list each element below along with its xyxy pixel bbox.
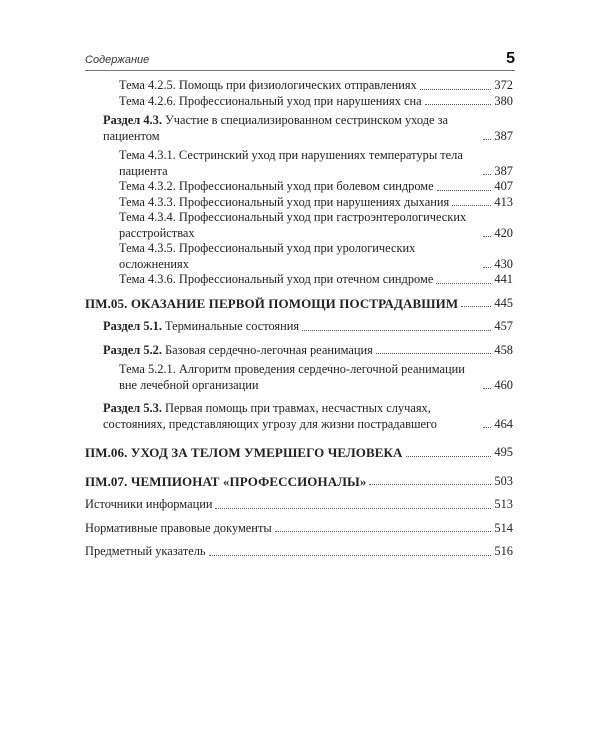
toc-entry-section-5-3[interactable] <box>103 401 513 432</box>
toc-entry-module-06[interactable] <box>85 445 513 461</box>
toc-entry-page: 387 <box>494 128 513 143</box>
table-of-contents <box>85 78 513 560</box>
dot-leader <box>483 427 491 428</box>
toc-entry-page: 516 <box>494 544 513 558</box>
toc-entry-section-4-3[interactable] <box>103 113 513 144</box>
toc-entry-label: Тема 5.2.1. Алгоритм проведения сердечно-легочной реанимации вне лечебной организации <box>119 362 465 392</box>
toc-entry-page: 445 <box>494 295 513 310</box>
toc-entry-topic-4-3-5[interactable] <box>119 241 513 272</box>
toc-entry-label <box>103 319 299 335</box>
toc-entry-page: 458 <box>494 342 513 357</box>
toc-entry-page: 495 <box>494 445 513 459</box>
toc-entry-topic-4-3-2[interactable] <box>119 179 513 195</box>
toc-entry-label: ПМ.05. ОКАЗАНИЕ ПЕРВОЙ ПОМОЩИ ПОСТРАДАВШИМ <box>85 295 459 311</box>
dot-leader <box>420 89 492 90</box>
toc-entry-label <box>103 401 480 432</box>
toc-entry-page: 413 <box>494 194 513 209</box>
dot-leader <box>215 508 491 509</box>
toc-entry-label: Тема 4.3.4. Профессиональный уход при гастроэнтерологических расстройствах <box>119 210 467 240</box>
toc-entry-topic-4-3-1[interactable] <box>119 148 513 179</box>
toc-entry-label: Тема 4.2.6. Профессиональный уход при нарушениях сна <box>119 93 422 108</box>
toc-entry-page: 441 <box>494 272 513 286</box>
dot-leader <box>452 205 491 206</box>
toc-entry-page: 372 <box>494 78 513 92</box>
dot-leader <box>437 190 492 191</box>
toc-entry-section-5-1[interactable] <box>103 319 513 335</box>
toc-entry-module-07[interactable] <box>85 474 513 490</box>
section-title: Терминальные состояния <box>161 319 300 333</box>
dot-leader <box>425 104 492 105</box>
section-title: Участие в специализированном сестринском уходе за пациентом <box>103 113 449 143</box>
toc-entry-label: Тема 4.3.2. Профессиональный уход при болевом синдроме <box>119 179 434 193</box>
dot-leader <box>209 555 492 556</box>
toc-entry-topic-5-2-1[interactable] <box>119 362 513 393</box>
toc-entry-label <box>103 113 480 144</box>
section-title: Первая помощь при травмах, несчастных случаях, состояниях, представляющих угрозу для жизни пострадавшего <box>103 401 437 431</box>
toc-entry-label: ПМ.07. ЧЕМПИОНАТ «ПРОФЕССИОНАЛЫ» <box>85 473 367 489</box>
toc-entry-topic-4-2-5[interactable] <box>119 78 513 94</box>
section-number: Раздел 5.3. <box>103 401 162 415</box>
toc-entry-label: Тема 4.3.6. Профессиональный уход при отечном синдроме <box>119 272 434 286</box>
dot-leader <box>302 330 491 331</box>
toc-entry-module-05[interactable] <box>85 296 513 312</box>
running-header-title: Содержание <box>85 54 150 66</box>
toc-entry-label: Тема 4.3.5. Профессиональный уход при урологических осложнениях <box>119 241 416 271</box>
toc-entry-page: 513 <box>494 497 513 511</box>
toc-entry-page: 430 <box>494 256 513 271</box>
dot-leader <box>436 283 491 284</box>
dot-leader <box>483 236 491 237</box>
toc-entry-label: ПМ.06. УХОД ЗА ТЕЛОМ УМЕРШЕГО ЧЕЛОВЕКА <box>85 445 403 460</box>
toc-entry-topic-4-3-3[interactable] <box>119 195 513 211</box>
dot-leader <box>275 531 492 532</box>
section-number: Раздел 4.3. <box>103 113 162 127</box>
dot-leader <box>483 174 491 175</box>
dot-leader <box>461 306 491 307</box>
page-number: 5 <box>506 50 515 67</box>
toc-entry-subject-index[interactable] <box>85 544 513 560</box>
toc-entry-page: 380 <box>494 93 513 108</box>
toc-entry-section-5-2[interactable] <box>103 343 513 359</box>
dot-leader <box>369 484 491 485</box>
section-number: Раздел 5.1. <box>103 319 162 333</box>
section-title: Базовая сердечно-легочная реанимация <box>161 342 373 357</box>
toc-entry-label: Предметный указатель <box>85 544 206 558</box>
toc-entry-page: 387 <box>494 163 513 178</box>
toc-entry-label: Тема 4.3.3. Профессиональный уход при нарушениях дыхания <box>119 194 450 209</box>
toc-entry-label: Нормативные правовые документы <box>85 520 272 535</box>
dot-leader <box>483 139 491 140</box>
running-header <box>85 50 515 70</box>
toc-entry-normative-documents[interactable] <box>85 521 513 537</box>
toc-entry-page: 457 <box>494 319 513 333</box>
header-divider <box>85 70 515 71</box>
section-number: Раздел 5.2. <box>103 342 162 357</box>
toc-entry-page: 420 <box>494 225 513 240</box>
toc-entry-sources[interactable] <box>85 497 513 513</box>
toc-entry-page: 407 <box>494 179 513 193</box>
toc-entry-page: 503 <box>494 473 513 488</box>
toc-entry-label <box>103 343 373 359</box>
toc-entry-page: 460 <box>494 377 513 392</box>
toc-entry-label: Тема 4.2.5. Помощь при физиологических отправлениях <box>119 78 417 92</box>
toc-entry-topic-4-2-6[interactable] <box>119 94 513 110</box>
dot-leader <box>483 388 491 389</box>
toc-entry-label: Тема 4.3.1. Сестринский уход при нарушениях температуры тела пациента <box>119 148 463 178</box>
toc-entry-topic-4-3-6[interactable] <box>119 272 513 288</box>
toc-entry-page: 464 <box>494 416 513 431</box>
toc-entry-page: 514 <box>494 520 513 535</box>
dot-leader <box>376 353 492 354</box>
dot-leader <box>483 267 491 268</box>
dot-leader <box>406 456 492 457</box>
toc-entry-topic-4-3-4[interactable] <box>119 210 513 241</box>
toc-entry-label: Источники информации <box>85 497 213 511</box>
